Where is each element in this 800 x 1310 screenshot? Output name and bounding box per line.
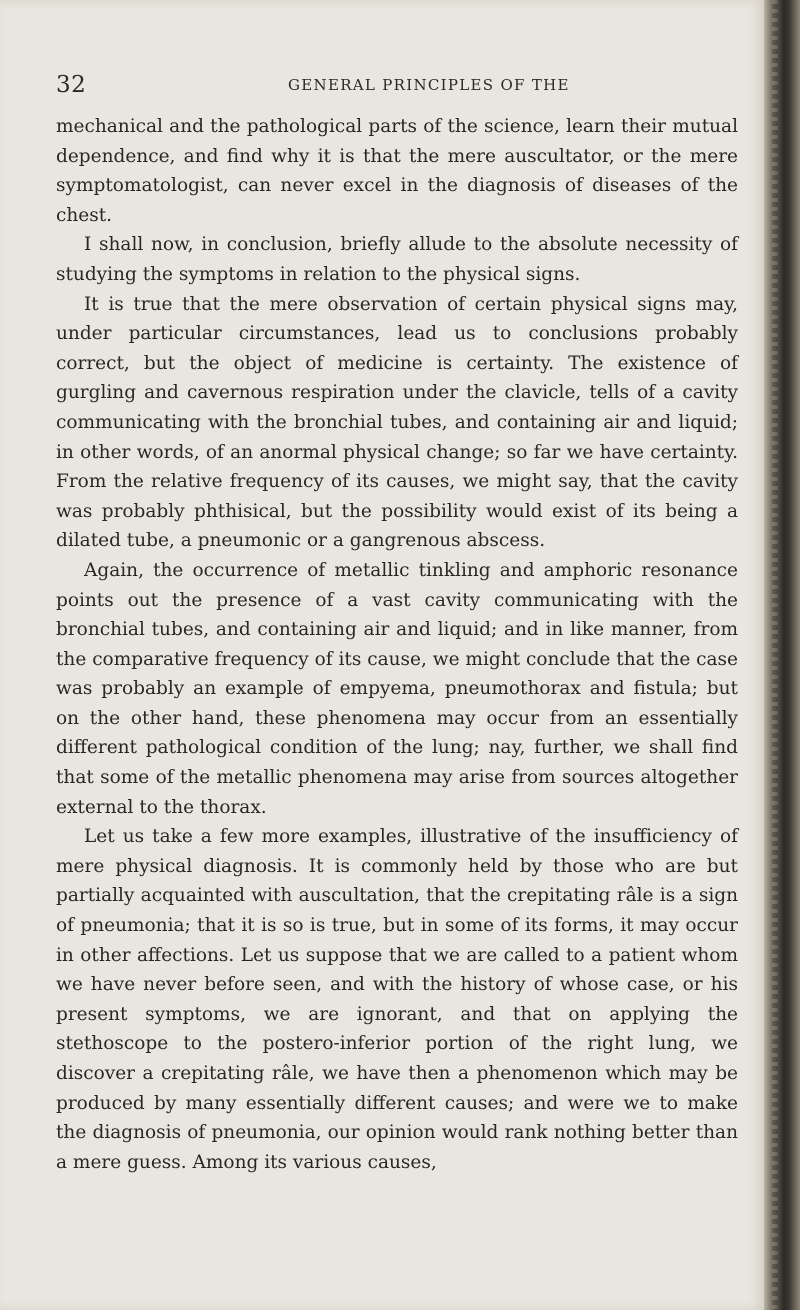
paragraph-3: It is true that the mere observation of certain physical signs may, under particular circumstances, lead us to conclusions probably correct, but the object of medicine is certainty. The existence of gurgling and cavernous respiration under the clavicle, tells of a cavity communicating with the bronchial tubes, and containing air and liquid; in other words, of an anormal physical change; so far we have certainty. From the relative frequency of its causes, we might say, that the cavity was probably phthisical, but the possibility would exist of its being a dilated tube, a pneumonic or a gangrenous abscess.	[56, 293, 738, 552]
page-header	[56, 72, 736, 102]
paragraph-5: Let us take a few more examples, illustrative of the insufficiency of mere physical diagnosis. It is commonly held by those who are but partially acquainted with auscultation, that the crepitating râle is a sign of pneumonia; that it is so is true, but in some of its forms, it may occur in other affections. Let us suppose that we are called to a patient whom we have never before seen, and with the history of whose case, or his present symptoms, we are ignorant, and that on applying the stethoscope to the postero-inferior portion of the right lung, we discover a crepitating râle, we have then a phenomenon which may be produced by many essentially different causes; and were we to make the diagnosis of pneumonia, our opinion would rank nothing better than a mere guess. Among its various causes,	[56, 826, 738, 1173]
book-binding-edge	[764, 0, 800, 1310]
running-head: GENERAL PRINCIPLES OF THE	[288, 76, 570, 94]
paragraph-1: mechanical and the pathological parts of the science, learn their mutual dependence, and find why it is that the mere auscultator, or the mere symptomatologist, can never excel in the diagnosis of diseases of the chest.	[56, 116, 738, 226]
page-number: 32	[56, 72, 87, 98]
paragraph-4: Again, the occurrence of metallic tinkling and amphoric resonance points out the presence of a vast cavity communicating with the bronchial tubes, and containing air and liquid; and in like manner, from the comparative frequency of its cause, we might conclude that the case was probably an example of empyema, pneumothorax and fistula; but on the other hand, these phenomena may occur from an essentially different pathological condition of the lung; nay, further, we shall find that some of the metallic phenomena may arise from sources altogether external to the thorax.	[56, 559, 738, 818]
body-text	[56, 112, 738, 1177]
paragraph-2: I shall now, in conclusion, briefly allude to the absolute necessity of studying the symptoms in relation to the physical signs.	[56, 234, 738, 285]
